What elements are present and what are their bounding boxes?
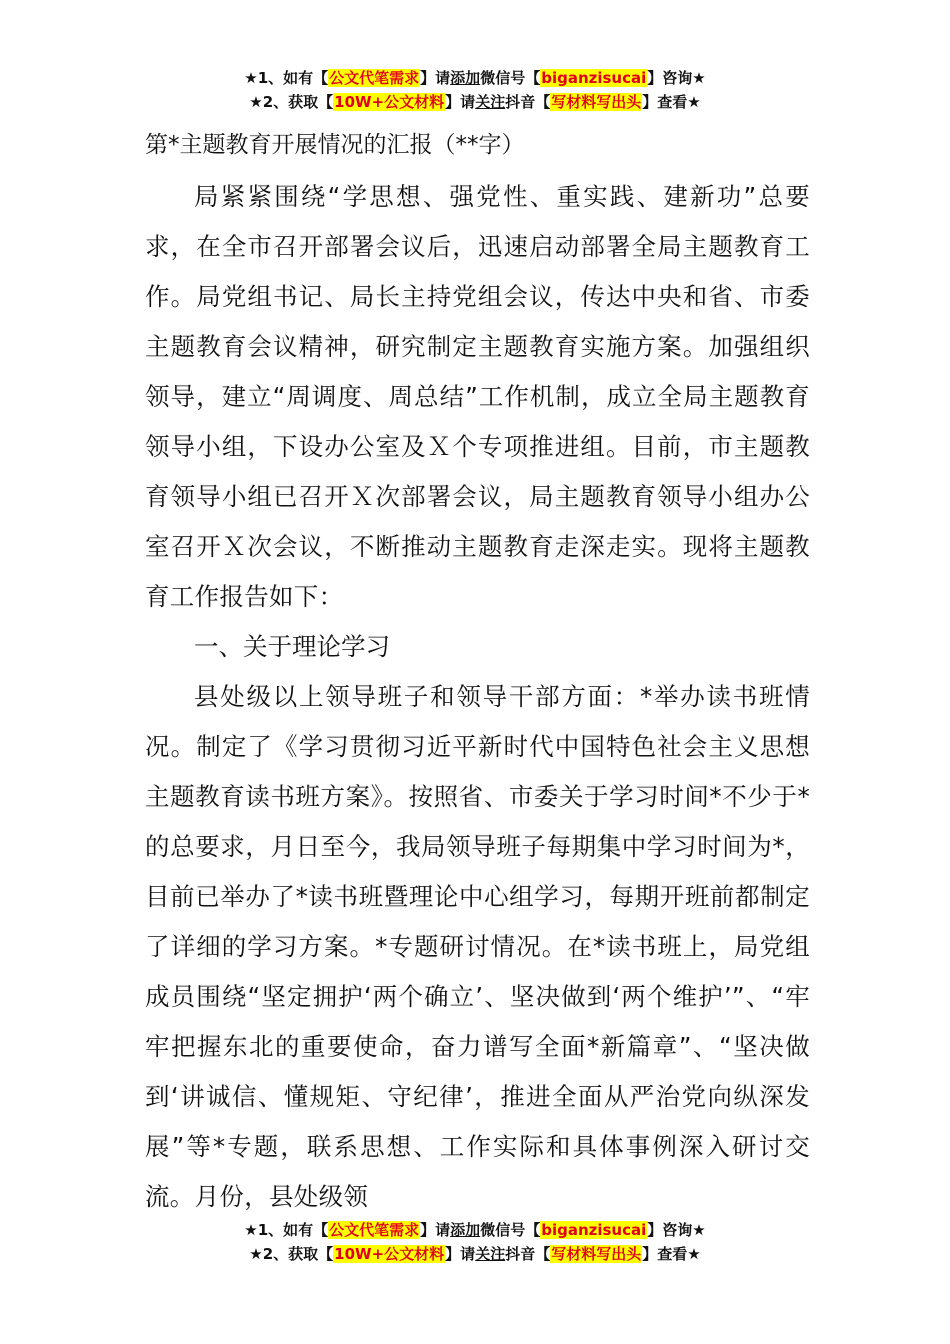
banner-text: 】请 xyxy=(420,69,451,87)
banner-text: 】查看 xyxy=(642,1245,688,1263)
document-title: 第*主题教育开展情况的汇报（**字） xyxy=(145,132,525,158)
banner-text: 微信号【 xyxy=(480,69,541,87)
banner-text: 2、获取【 xyxy=(262,93,334,111)
banner-text: 2、获取【 xyxy=(262,1245,334,1263)
banner-line-2 xyxy=(0,90,950,114)
star-icon: ★ xyxy=(244,69,258,87)
banner-line-2 xyxy=(0,1242,950,1266)
star-icon: ★ xyxy=(249,93,263,111)
banner-text: 微信号【 xyxy=(480,1221,541,1239)
highlight-wechat-id: biganzisucai xyxy=(541,1221,647,1239)
intro-paragraph: 局紧紧围绕“学思想、强党性、重实践、建新功”总要求，在全市召开部署会议后，迅速启动部署全局主题教育工作。局党组书记、局长主持党组会议，传达中央和省、市委主题教育会议精神，研究制定主题教育实施方案。加强组织领导，建立“周调度、周总结”工作机制，成立全局主题教育领导小组，下设办公室及Ｘ个专项推进组。目前，市主题教育领导小组已召开Ｘ次部署会议，局主题教育领导小组办公室召开Ｘ次会议，不断推动主题教育走深走实。现将主题教育工作报告如下： xyxy=(145,182,810,611)
document-body xyxy=(145,126,810,1222)
highlight-materials: 10W+公文材料 xyxy=(334,1245,445,1263)
banner-text: 】请 xyxy=(445,1245,476,1263)
top-banner xyxy=(0,66,950,114)
banner-text: 1、如有【 xyxy=(257,69,329,87)
underlined-text: 关注 xyxy=(475,93,506,111)
star-icon: ★ xyxy=(692,69,706,87)
banner-text: 】咨询 xyxy=(647,1221,693,1239)
banner-text: 抖音【 xyxy=(505,93,551,111)
section-paragraph: 县处级以上领导班子和领导干部方面：*举办读书班情况。制定了《学习贯彻习近平新时代中国特色社会主义思想主题教育读书班方案》。按照省、市委关于学习时间*不少于*的总要求，月日至今，我局领导班子每期集中学习时间为*，目前已举办了*读书班暨理论中心组学习，每期开班前都制定了详细的学习方案。*专题研讨情况。在*读书班上，局党组成员围绕“坚定拥护‘两个确立’、坚决做到‘两个维护’”、“牢牢把握东北的重要使命，奋力谱写全面*新篇章”、“坚决做到‘讲诚信、懂规矩、守纪律’，推进全面从严治党向纵深发展”等*专题，联系思想、工作实际和具体事例深入研讨交流。月份，县处级领 xyxy=(145,682,810,1211)
underlined-text: 添加 xyxy=(450,69,481,87)
banner-text: 】请 xyxy=(445,93,476,111)
section-heading: 一、关于理论学习 xyxy=(194,632,390,661)
highlight-wechat-id: biganzisucai xyxy=(541,69,647,87)
bottom-banner xyxy=(0,1218,950,1266)
highlight-materials: 10W+公文材料 xyxy=(334,93,445,111)
banner-text: 】咨询 xyxy=(647,69,693,87)
underlined-text: 添加 xyxy=(450,1221,481,1239)
star-icon: ★ xyxy=(687,93,701,111)
banner-text: 】请 xyxy=(420,1221,451,1239)
banner-text: 1、如有【 xyxy=(257,1221,329,1239)
highlight-douyin: 写材料写出头 xyxy=(551,1245,642,1263)
highlight-douyin: 写材料写出头 xyxy=(551,93,642,111)
banner-line-1 xyxy=(0,1218,950,1242)
underlined-text: 关注 xyxy=(475,1245,506,1263)
highlight-service: 公文代笔需求 xyxy=(329,1221,420,1239)
star-icon: ★ xyxy=(687,1245,701,1263)
star-icon: ★ xyxy=(692,1221,706,1239)
highlight-service: 公文代笔需求 xyxy=(329,69,420,87)
star-icon: ★ xyxy=(244,1221,258,1239)
banner-text: 抖音【 xyxy=(505,1245,551,1263)
star-icon: ★ xyxy=(249,1245,263,1263)
banner-text: 】查看 xyxy=(642,93,688,111)
banner-line-1 xyxy=(0,66,950,90)
